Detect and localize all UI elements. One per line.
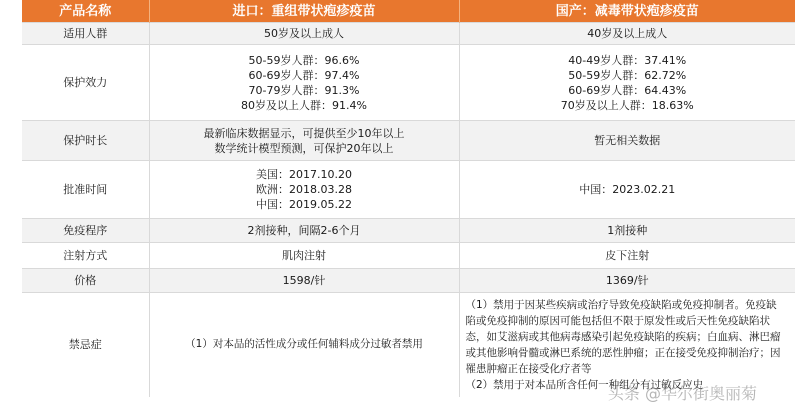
efficacy-line: 60-69岁人群：97.4% xyxy=(248,68,360,82)
vaccine-comparison-table xyxy=(22,0,795,397)
domestic-cell: 1369/针 xyxy=(459,269,795,293)
efficacy-line: 70岁及以上人群：18.63% xyxy=(560,98,694,112)
row-label: 保护效力 xyxy=(22,45,149,121)
efficacy-line: 70-79岁人群：91.3% xyxy=(248,83,360,97)
efficacy-line: 50-59岁人群：96.6% xyxy=(248,53,360,67)
domestic-cell: 40岁及以上成人 xyxy=(459,23,795,45)
row-label: 注射方式 xyxy=(22,243,149,269)
domestic-cell: 1剂接种 xyxy=(459,219,795,243)
approval-line: 中国：2019.05.22 xyxy=(256,198,352,211)
row-duration xyxy=(22,121,795,161)
approval-line: 欧洲：2018.03.28 xyxy=(256,183,352,196)
row-population xyxy=(22,23,795,45)
watermark: 头条 @华尔街奥丽菊 xyxy=(607,384,757,403)
row-label: 价格 xyxy=(22,269,149,293)
header-import-vaccine: 进口：重组带状疱疹疫苗 xyxy=(149,0,459,23)
import-cell: 2剂接种，间隔2-6个月 xyxy=(149,219,459,243)
contra-line: 或其他影响骨髓或淋巴系统的恶性肿瘤；正在接受免疫抑制治疗；因 xyxy=(465,346,781,359)
domestic-cell: 皮下注射 xyxy=(605,249,650,262)
table-header-row xyxy=(22,0,795,23)
row-efficacy xyxy=(22,45,795,121)
row-label: 批准时间 xyxy=(22,161,149,219)
efficacy-line: 50-59岁人群：62.72% xyxy=(568,68,687,82)
domestic-cell: 中国：2023.02.21 xyxy=(579,183,676,196)
efficacy-line: 80岁及以上人群：91.4% xyxy=(241,98,367,112)
import-cell: 50岁及以上成人 xyxy=(149,23,459,45)
import-cell: 肌肉注射 xyxy=(149,243,459,269)
contra-line: （1）禁用于因某些疾病或治疗导致免疫缺陷或免疫抑制者。免疫缺 xyxy=(465,298,777,311)
contra-line: 陷或免疫抑制的原因可能包括但不限于原发性或后天性免疫缺陷状 xyxy=(465,314,770,327)
row-route xyxy=(22,243,795,269)
contra-line: （2）禁用于对本品所含任何一种组分有过敏反应史 xyxy=(465,378,704,391)
contra-line: 罹患肿瘤正在接受化疗者等 xyxy=(465,362,592,375)
import-cell: （1）对本品的活性成分或任何辅料成分过敏者禁用 xyxy=(149,293,459,397)
import-cell: 1598/针 xyxy=(149,269,459,293)
efficacy-line: 40-49岁人群：37.41% xyxy=(568,53,687,67)
header-product-name: 产品名称 xyxy=(22,0,149,23)
row-label: 免疫程序 xyxy=(22,219,149,243)
domestic-cell xyxy=(459,45,795,121)
import-cell xyxy=(149,45,459,121)
row-label: 保护时长 xyxy=(22,121,149,161)
duration-line: 数学统计模型预测，可保护20年以上 xyxy=(214,141,394,155)
domestic-cell: 暂无相关数据 xyxy=(459,121,795,161)
efficacy-line: 60-69岁人群：64.43% xyxy=(568,83,687,97)
comparison-table-container xyxy=(22,0,795,420)
contra-line: 态，如艾滋病或其他病毒感染引起免疫缺陷的疾病；白血病、淋巴瘤 xyxy=(465,330,781,343)
row-schedule xyxy=(22,219,795,243)
row-label: 禁忌症 xyxy=(22,293,149,397)
duration-line: 最新临床数据显示，可提供至少10年以上 xyxy=(203,126,405,140)
row-approval xyxy=(22,161,795,219)
import-cell xyxy=(149,121,459,161)
import-cell xyxy=(149,161,459,219)
approval-line: 美国：2017.10.20 xyxy=(256,168,352,181)
row-label: 适用人群 xyxy=(22,23,149,45)
row-price xyxy=(22,269,795,293)
header-domestic-vaccine: 国产：减毒带状疱疹疫苗 xyxy=(459,0,795,23)
